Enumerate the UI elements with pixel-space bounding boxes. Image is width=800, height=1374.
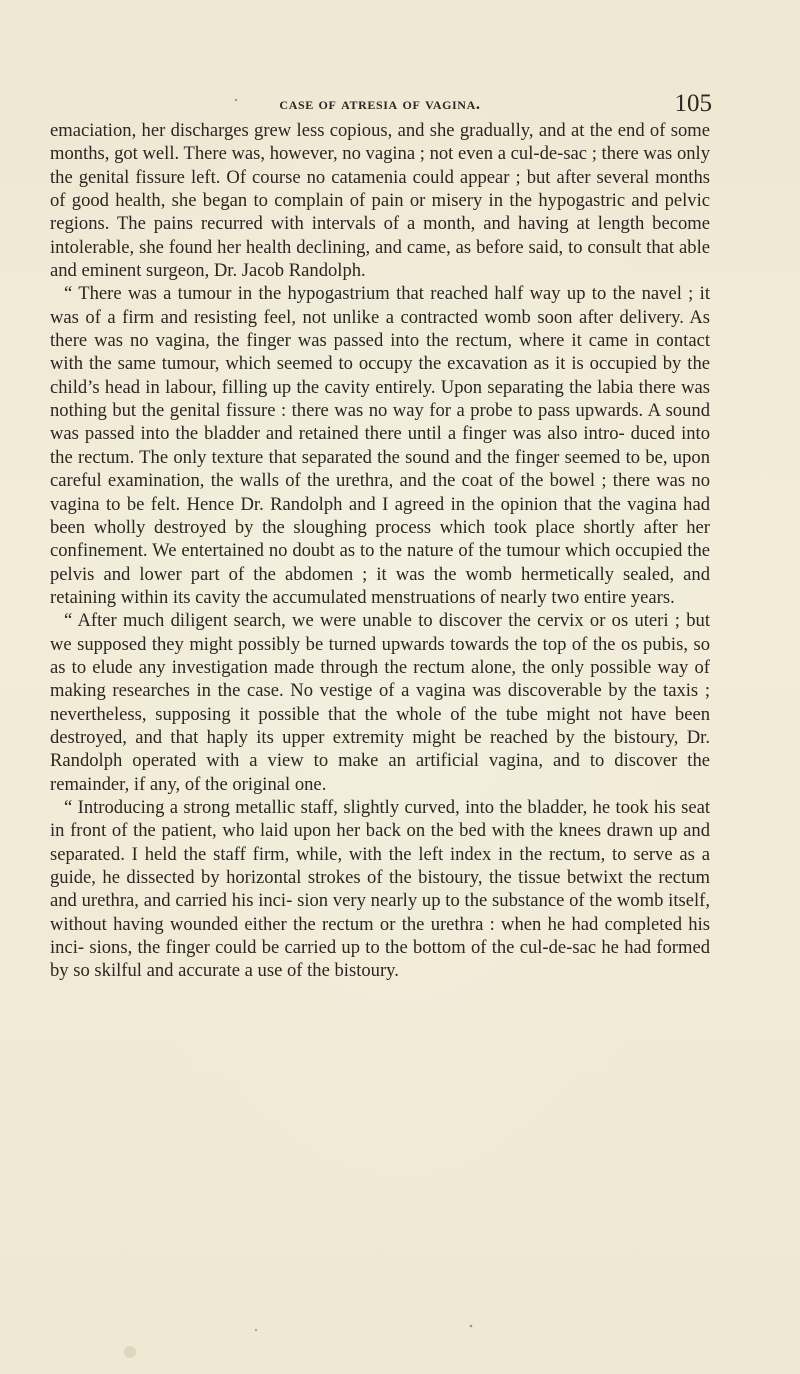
running-head: case of atresia of vagina.	[279, 94, 481, 113]
page-header	[48, 90, 712, 120]
ink-speck	[124, 1346, 136, 1358]
paragraph-2: “ There was a tumour in the hypogastrium that reached half way up to the navel ; it was of a firm and resisting feel, not unlike a contracted womb soon after delivery. As there was no vagina, the finger was passed into the rectum, where it came in contact with the same tumour, which seemed to occupy the excavation as it is occupied by the child’s head in labour, filling up the cavity entirely. Upon separating the labia there was nothing but the genital fissure : there was no way for a probe to pass upwards. A sound was passed into the bladder and retained there until a finger was also intro- duced into the rectum. The only texture that separated the sound and the finger seemed to be, upon careful examination, the walls of the urethra, and the coat of the bowel ; there was no vagina to be felt. Hence Dr. Randolph and I agreed in the opinion that the vagina had been wholly destroyed by the sloughing process which took place shortly after her confinement. We entertained no doubt as to the nature of the tumour which occupied the pelvis and lower part of the abdomen ; it was the womb hermetically sealed, and retaining within its cavity the accumulated menstruations of nearly two entire years.	[50, 283, 710, 608]
page-number: 105	[674, 90, 712, 117]
paragraph-4: “ Introducing a strong metallic staff, slightly curved, into the bladder, he took his seat in front of the patient, who laid upon her back on the bed with the knees drawn up and separated. I held the staff firm, while, with the left index in the rectum, to serve as a guide, he dissected by horizontal strokes of the bistoury, the tissue betwixt the rectum and urethra, and carried his inci- sion very nearly up to the substance of the womb itself, without having wounded either the rectum or the urethra : when he had completed his inci- sions, the finger could be carried up to the bottom of the cul-de-sac he had formed by so skilful and accurate a use of the bistoury.	[50, 796, 710, 982]
ink-speck	[470, 1325, 473, 1328]
body-text	[50, 119, 710, 983]
paragraph-3: “ After much diligent search, we were unable to discover the cervix or os uteri ; but we supposed they might possibly be turned upwards towards the top of the os pubis, so as to elude any investigation made through the rectum alone, the only possible way of making researches in the case. No vestige of a vagina was discoverable by the taxis ; nevertheless, supposing it possible that the whole of the tube might not have been destroyed, and that haply its upper extremity might be reached by the bistoury, Dr. Randolph operated with a view to make an artificial vagina, and to discover the remainder, if any, of the original one.	[50, 610, 710, 795]
paragraph-1: emaciation, her discharges grew less copious, and she gradually, and at the end of some months, got well. There was, however, no vagina ; not even a cul-de-sac ; there was only the genital fissure left. Of course no catamenia could appear ; but after several months of good health, she began to complain of pain or misery in the hypogastric and pelvic regions. The pains recurred with intervals of a month, and having at length become intolerable, she found her health declining, and came, as before said, to consult that able and eminent surgeon, Dr. Jacob Randolph.	[50, 120, 710, 282]
ink-speck	[255, 1329, 257, 1331]
